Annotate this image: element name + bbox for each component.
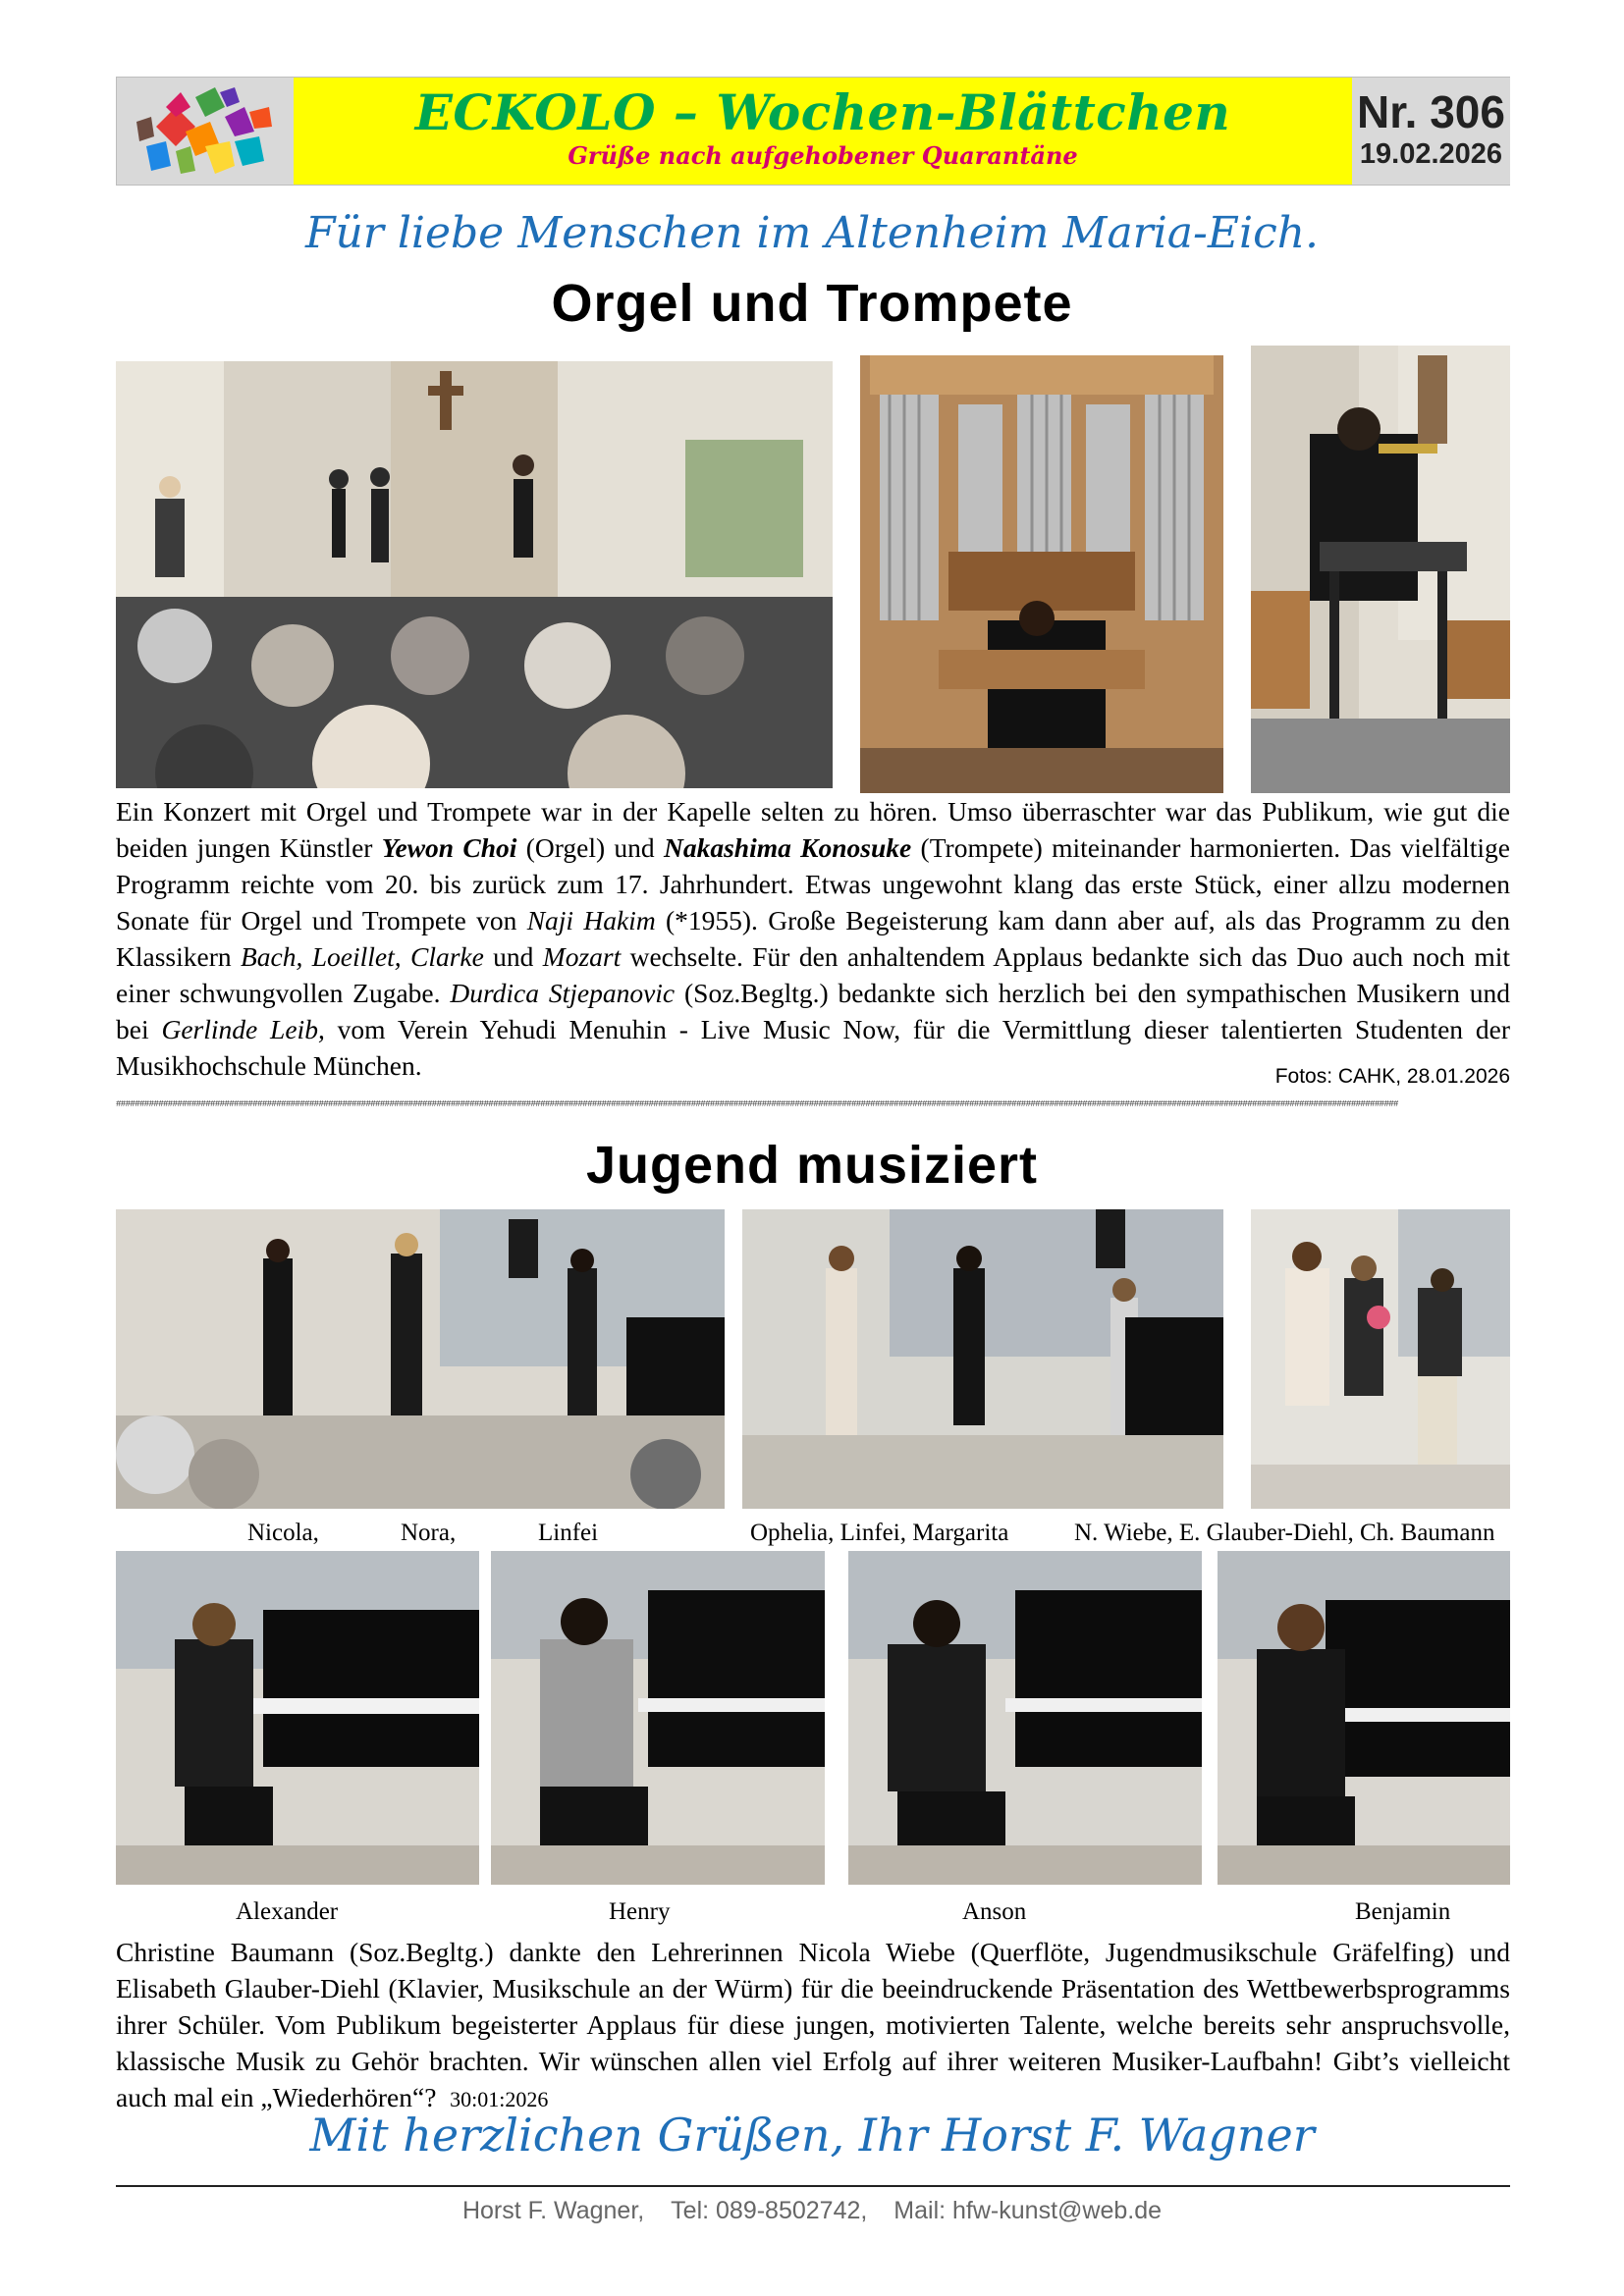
article-text-segment: Gerlinde Leib, <box>161 1014 325 1044</box>
caption-teachers: N. Wiebe, E. Glauber-Diehl, Ch. Baumann <box>1074 1520 1495 1546</box>
eckolo-logo <box>117 78 294 185</box>
article-date: 30:01:2026 <box>450 2087 549 2111</box>
photo-pianist-anson <box>848 1551 1202 1885</box>
article-text-segment: Durdica Stjepanovic <box>450 978 676 1008</box>
photo-credit: Fotos: CAHK, 28.01.2026 <box>1274 1065 1510 1088</box>
photo-pianist-henry <box>491 1551 825 1885</box>
article-text-segment: (Orgel) und <box>516 832 664 863</box>
article-text-segment: Bach, Loeillet, Clarke <box>240 941 484 972</box>
section-heading-organ-trumpet: Orgel und Trompete <box>551 274 1073 333</box>
footer-contact <box>0 2197 1624 2225</box>
issue-number: Nr. 306 <box>1357 86 1505 137</box>
article-text-organ-trumpet <box>116 793 1510 1084</box>
article-text-jugend-musiziert <box>116 1934 1510 2117</box>
footer-divider <box>116 2185 1510 2187</box>
article-text-segment: Nakashima Konosuke <box>663 832 912 863</box>
photo-trumpeter <box>1251 346 1510 793</box>
newsletter-header <box>116 77 1510 186</box>
caption-flute-trio-two: Ophelia, Linfei, Margarita <box>750 1520 1009 1546</box>
photo-flute-trio <box>116 1209 725 1509</box>
footer-mail: Mail: hfw-kunst@web.de <box>893 2197 1163 2224</box>
article-text-segment: Naji Hakim <box>526 905 656 935</box>
photo-flute-trio-two <box>742 1209 1223 1509</box>
article-text-segment: (Soz.Begltg.) bedankte sich herzlich bei den sympathischen Musikern und bei <box>116 978 1510 1044</box>
article-text-segment: Mozart <box>542 941 622 972</box>
caption-benjamin: Benjamin <box>1355 1898 1451 1925</box>
photo-chapel-audience <box>116 361 833 788</box>
article-text-segment: (*1955). Große Begeisterung kam dann aber auf, als das Programm zu den Klassikern <box>116 905 1510 972</box>
issue-box <box>1352 78 1510 185</box>
section-heading-jugend-musiziert: Jugend musiziert <box>585 1136 1039 1195</box>
hash-divider: ################################################################################################################################################################################################################################################################################ <box>116 1099 1398 1109</box>
article-text-body: Christine Baumann (Soz.Begltg.) dankte den Lehrerinnen Nicola Wiebe (Querflöte, Jugendmusikschule Gräfelfing) und Elisabeth Glauber-Diehl (Klavier, Musikschule an der Würm) für die beeindruckende Präsentation des Wettbewerbsprogramms ihrer Schüler. Vom Publikum begeisterter Applaus für diese jungen, motivierten Talente, welche bereits sehr anspruchsvolle, klassische Musik zu Gehör brachten. Wir wünschen allen viel Erfolg auf ihrer weiteren Musiker-Laufbahn! Gibt’s vielleicht auch mal ein „Wiederhören“? <box>116 1937 1510 2112</box>
photo-pianist-alexander <box>116 1551 479 1885</box>
caption-alexander: Alexander <box>236 1898 339 1925</box>
masthead-subtitle: Grüße nach aufgehobener Quarantäne <box>568 141 1078 170</box>
caption-nora: Nora, <box>401 1520 457 1546</box>
article-text-segment: Yewon Choi <box>381 832 517 863</box>
masthead-title: ECKOLO – Wochen-Blättchen <box>414 83 1231 141</box>
article-text-segment: wechselte. Für den anhaltendem Applaus bedankte sich das Duo auch noch mit einer schwungvollen Zugabe. <box>116 941 1510 1008</box>
article-text-segment: (Trompete) miteinander harmonierten. Das vielfältige Programm reichte vom 20. bis zurück zum 17. Jahrhundert. Etwas ungewohnt klang das erste Stück, einer allzu modernen Sonate für Orgel und Trompete von <box>116 832 1511 935</box>
caption-nicola: Nicola, <box>247 1520 319 1546</box>
caption-linfei: Linfei <box>538 1520 599 1546</box>
masthead-area <box>294 78 1352 185</box>
caption-anson: Anson <box>962 1898 1027 1925</box>
photo-organist <box>860 355 1223 793</box>
photo-handover-flowers <box>1251 1209 1510 1509</box>
caption-henry: Henry <box>609 1898 671 1925</box>
article-text-segment: und <box>483 941 543 972</box>
footer-phone: Tel: 089-8502742, <box>671 2197 868 2224</box>
footer-name: Horst F. Wagner, <box>461 2197 645 2224</box>
closing-greeting: Mit herzlichen Grüßen, Ihr Horst F. Wagner <box>309 2109 1315 2162</box>
issue-date: 19.02.2026 <box>1359 138 1503 170</box>
photo-pianist-benjamin <box>1218 1551 1510 1885</box>
dedication-line: Für liebe Menschen im Altenheim Maria-Eich. <box>304 208 1320 258</box>
article-text-segment: vom Verein Yehudi Menuhin - Live Music Now, für die Vermittlung dieser talentierten Studenten der Musikhochschule München. <box>116 1014 1510 1081</box>
article-text-segment: Ein Konzert mit Orgel und Trompete war in der Kapelle selten zu hören. Umso überraschter war das Publikum, wie gut die beiden jungen Künstler <box>116 796 1510 863</box>
